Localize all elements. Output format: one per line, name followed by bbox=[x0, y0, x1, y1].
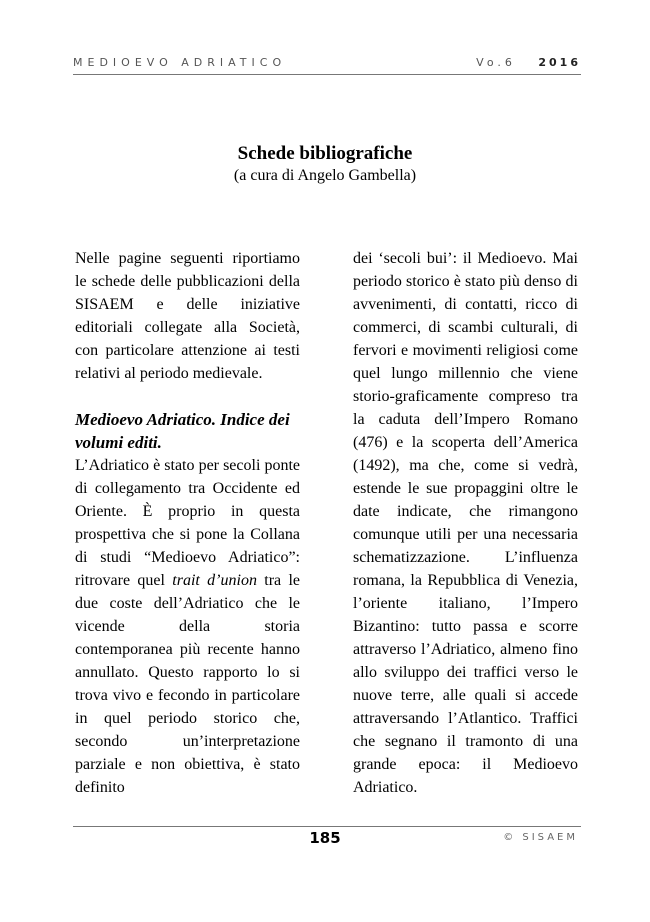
body-paragraph bbox=[75, 454, 300, 799]
running-header bbox=[73, 54, 581, 76]
header-rule bbox=[73, 74, 581, 75]
page-title: Schede bibliografiche bbox=[237, 143, 413, 164]
body-text-part-1: L’Adriatico è stato per secoli ponte di collegamento tra Occidente ed Oriente. È proprio in questa prospettiva che si pone la Collana di studi “Medioevo Adriatico”: ritrovare quel bbox=[75, 457, 300, 589]
right-column bbox=[353, 247, 578, 799]
footer-rule bbox=[73, 826, 581, 827]
continued-paragraph: dei ‘secoli bui’: il Medioevo. Mai periodo storico è stato più denso di avvenimenti, di contatti, ricco di commerci, di scambi culturali, di fervori e movimenti religiosi come quel lungo millennio che viene storio-graficamente compreso tra la caduta dell’Impero Romano (476) e la scoperta dell’America (1492), ma che, come si vedrà, estende le sue propaggini oltre le date indicate, che rimangono comunque utili per una necessaria schematizzazione. L’influenza romana, la Repubblica di Venezia, l’oriente italiano, l’Impero Bizantino: tutto passa e scorre attraverso l’Adriatico, almeno fino allo sviluppo dei traffici verso le nuove terre, alle quali si accede attraversando l’Atlantico. Traffici che segnano il tramonto di una grande epoca: il Medioevo Adriatico. bbox=[353, 250, 578, 796]
copyright-notice: © SISAEM bbox=[503, 832, 578, 843]
page-number: 185 bbox=[309, 829, 341, 847]
section-heading: Medioevo Adriatico. Indice dei volumi editi. bbox=[75, 410, 290, 452]
page-subtitle: (a cura di Angelo Gambella) bbox=[233, 167, 417, 184]
volume-number: Vo.6 bbox=[476, 56, 516, 69]
volume-info bbox=[476, 56, 581, 69]
body-text-part-2: tra le due coste dell’Adriatico che le vicende della storia contemporanea più recente hanno annullato. Questo rapporto lo si trova vivo e fecondo in particolare in quel periodo storico che, secondo un’interpretazione parziale e non obiettiva, è stato definito bbox=[75, 572, 301, 796]
left-column bbox=[75, 247, 300, 799]
intro-paragraph: Nelle pagine seguenti riportiamo le schede delle pubblicazioni della SISAEM e delle iniziative editoriali collegate alla Società, con particolare attenzione ai testi relativi al periodo medievale. bbox=[75, 250, 300, 382]
volume-year: 2016 bbox=[538, 56, 581, 69]
body-text-italic: trait d’union bbox=[172, 572, 257, 589]
journal-name: MEDIOEVO ADRIATICO bbox=[73, 56, 287, 69]
